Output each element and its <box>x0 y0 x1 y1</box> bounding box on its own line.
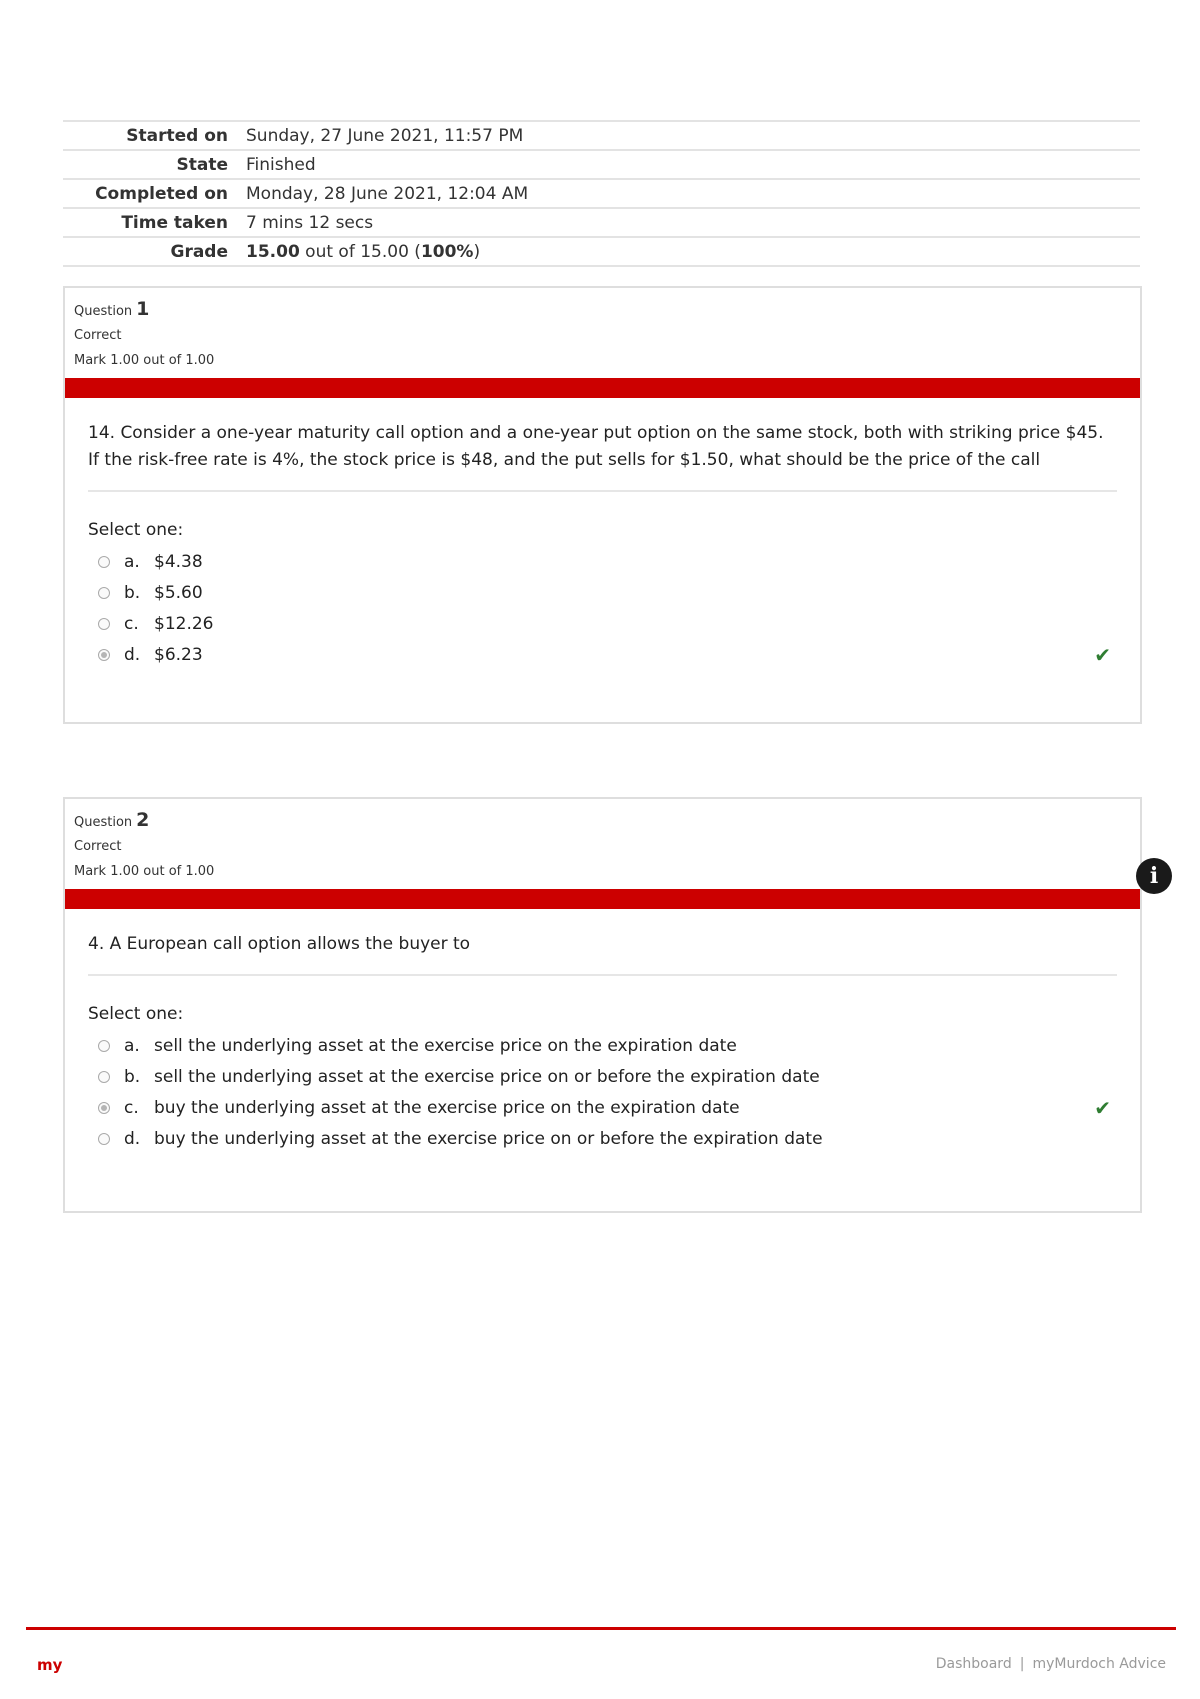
radio-button[interactable] <box>98 618 110 630</box>
summary-value: Sunday, 27 June 2021, 11:57 PM <box>246 125 524 146</box>
question-divider-bar <box>65 378 1140 398</box>
answer-options <box>88 546 1117 670</box>
question-number-value: 1 <box>136 298 150 320</box>
correct-check-icon: ✔ <box>1094 643 1111 667</box>
option-letter: b. <box>124 582 141 603</box>
question-2 <box>63 797 1142 1213</box>
question-state: Correct <box>74 328 122 343</box>
question-1 <box>63 286 1142 724</box>
radio-button[interactable] <box>98 1071 110 1083</box>
answer-option-b[interactable] <box>98 577 1117 608</box>
option-letter: c. <box>124 1097 139 1118</box>
summary-row-grade <box>63 238 1140 267</box>
summary-label: Grade <box>170 241 228 262</box>
summary-row-started <box>63 122 1140 151</box>
option-letter: d. <box>124 644 141 665</box>
question-info <box>65 799 1140 889</box>
radio-button-selected[interactable] <box>98 1102 110 1114</box>
radio-button[interactable] <box>98 587 110 599</box>
correct-check-icon: ✔ <box>1094 1096 1111 1120</box>
radio-button[interactable] <box>98 1040 110 1052</box>
info-icon-glyph: i <box>1149 863 1159 889</box>
radio-button[interactable] <box>98 556 110 568</box>
question-mark: Mark 1.00 out of 1.00 <box>74 353 215 368</box>
option-letter: d. <box>124 1128 141 1149</box>
footer-link-dashboard[interactable]: Dashboard <box>935 1656 1012 1672</box>
question-number <box>74 809 1131 831</box>
question-text: 4. A European call option allows the buyer to <box>88 931 1117 976</box>
question-divider-bar <box>65 889 1140 909</box>
footer-divider <box>26 1627 1176 1630</box>
option-text: sell the underlying asset at the exercise price on the expiration date <box>154 1035 737 1056</box>
summary-row-state <box>63 151 1140 180</box>
question-content <box>65 398 1140 670</box>
summary-row-completed <box>63 180 1140 209</box>
question-content <box>65 909 1140 1154</box>
summary-value: Finished <box>246 154 316 175</box>
summary-row-time-taken <box>63 209 1140 238</box>
footer-links <box>936 1656 1166 1672</box>
answer-options <box>88 1030 1117 1154</box>
summary-label: Time taken <box>121 212 228 233</box>
question-text: 14. Consider a one-year maturity call option and a one-year put option on the same stock, both with striking price $45. If the risk-free rate is 4%, the stock price is $48, and the put sells for $1.50, what should be the price of the call <box>88 420 1117 492</box>
attempt-summary <box>63 120 1140 267</box>
summary-value: 7 mins 12 secs <box>246 212 374 233</box>
radio-button[interactable] <box>98 1133 110 1145</box>
answer-option-a[interactable] <box>98 546 1117 577</box>
grade-close: ) <box>473 241 481 262</box>
summary-value <box>228 242 480 262</box>
answer-option-b[interactable] <box>98 1061 1117 1092</box>
footer-separator: | <box>1019 1656 1025 1672</box>
option-text: $4.38 <box>154 551 203 572</box>
footer-link-advice[interactable]: myMurdoch Advice <box>1032 1656 1166 1672</box>
radio-button-selected[interactable] <box>98 649 110 661</box>
question-number <box>74 298 1131 320</box>
question-number-value: 2 <box>136 809 150 831</box>
option-letter: b. <box>124 1066 141 1087</box>
summary-label: Started on <box>126 125 228 146</box>
summary-label: Completed on <box>95 183 228 204</box>
answer-option-c[interactable] <box>98 1092 1117 1123</box>
answer-option-c[interactable] <box>98 608 1117 639</box>
answer-option-d[interactable] <box>98 639 1117 670</box>
option-letter: c. <box>124 613 139 634</box>
grade-percent: 100% <box>420 241 474 262</box>
answer-option-a[interactable] <box>98 1030 1117 1061</box>
summary-value: Monday, 28 June 2021, 12:04 AM <box>246 183 529 204</box>
question-state: Correct <box>74 839 122 854</box>
question-prefix: Question <box>74 304 133 319</box>
option-text: buy the underlying asset at the exercise price on the expiration date <box>154 1097 740 1118</box>
footer-logo: my <box>37 1656 63 1674</box>
question-mark: Mark 1.00 out of 1.00 <box>74 864 215 879</box>
question-prefix: Question <box>74 815 133 830</box>
select-one-prompt: Select one: <box>88 1004 184 1024</box>
option-text: $6.23 <box>154 644 203 665</box>
question-info <box>65 288 1140 378</box>
option-letter: a. <box>124 551 140 572</box>
grade-score: 15.00 <box>246 241 300 262</box>
select-one-prompt: Select one: <box>88 520 184 540</box>
grade-out-of: out of 15.00 ( <box>299 241 421 262</box>
summary-label: State <box>176 154 228 175</box>
option-text: $5.60 <box>154 582 203 603</box>
option-text: $12.26 <box>154 613 214 634</box>
info-icon[interactable] <box>1136 858 1172 894</box>
option-letter: a. <box>124 1035 140 1056</box>
option-text: sell the underlying asset at the exercise price on or before the expiration date <box>154 1066 820 1087</box>
option-text: buy the underlying asset at the exercise price on or before the expiration date <box>154 1128 823 1149</box>
answer-option-d[interactable] <box>98 1123 1117 1154</box>
